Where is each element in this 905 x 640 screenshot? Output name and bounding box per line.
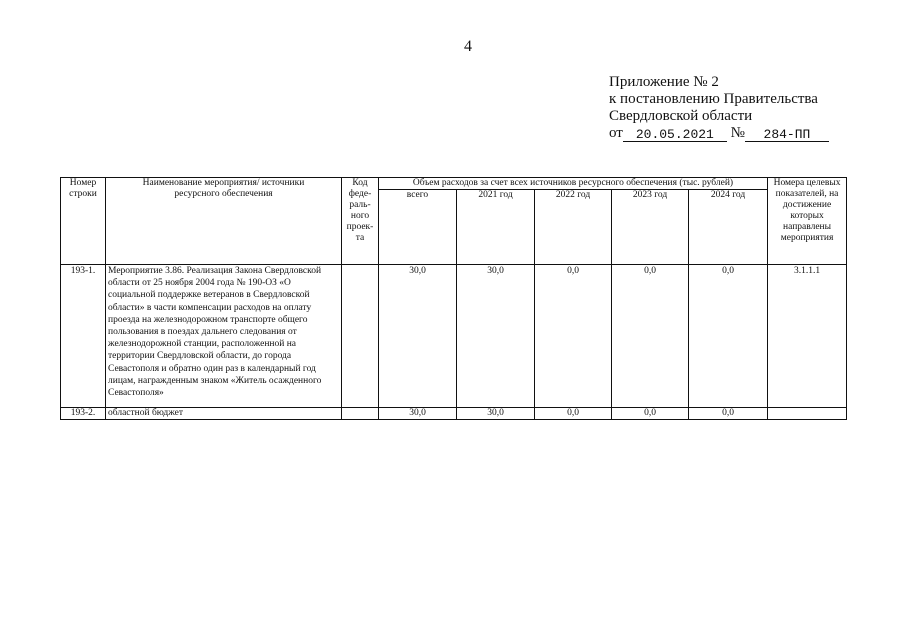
row-number: 193-1. — [61, 265, 106, 408]
appendix-title: Приложение № 2 — [609, 74, 719, 90]
row-2021: 30,0 — [457, 408, 535, 420]
header-federal-project-code: Код феде-раль-ного проек-та — [342, 178, 379, 265]
resolution-number: 284-ПП — [745, 126, 829, 142]
row-2022: 0,0 — [535, 265, 612, 408]
row-2024: 0,0 — [689, 265, 768, 408]
page-number: 4 — [464, 38, 472, 55]
row-code — [342, 265, 379, 408]
header-indicators: Номера целевых показателей, на достижение которых направлены мероприятия — [768, 178, 847, 265]
header-2021: 2021 год — [457, 190, 535, 265]
row-indicators — [768, 408, 847, 420]
row-total: 30,0 — [379, 265, 457, 408]
row-2023: 0,0 — [612, 408, 689, 420]
table-row — [61, 408, 847, 420]
row-name: областной бюджет — [106, 408, 342, 420]
row-2024: 0,0 — [689, 408, 768, 420]
resolution-date: 20.05.2021 — [623, 126, 727, 142]
header-2023: 2023 год — [612, 190, 689, 265]
row-2023: 0,0 — [612, 265, 689, 408]
header-2022: 2022 год — [535, 190, 612, 265]
appendix-line-region: Свердловской области — [609, 108, 753, 124]
row-2021: 30,0 — [457, 265, 535, 408]
table-header-row — [61, 178, 847, 190]
row-total: 30,0 — [379, 408, 457, 420]
appendix-header — [609, 74, 829, 142]
header-volume-group: Объем расходов за счет всех источников ресурсного обеспечения (тыс. рублей) — [379, 178, 768, 190]
appendix-date-line — [609, 125, 829, 142]
from-label: от — [609, 125, 623, 141]
header-total: всего — [379, 190, 457, 265]
row-indicators: 3.1.1.1 — [768, 265, 847, 408]
header-name: Наименование мероприятия/ источники ресурсного обеспечения — [106, 178, 342, 265]
appendix-line-resolution: к постановлению Правительства — [609, 91, 818, 107]
row-code — [342, 408, 379, 420]
row-number: 193-2. — [61, 408, 106, 420]
table-row — [61, 265, 847, 408]
header-row-number: Номер строки — [61, 178, 106, 265]
expenditure-table — [60, 177, 847, 420]
row-name: Мероприятие 3.86. Реализация Закона Свердловской области от 25 ноября 2004 года № 190-ОЗ «О социальной поддержке ветеранов в Свердловской области» в части компенсации расходов на оплату проезда на железнодорожном транспорте общего пользования в поездах дальнего следования от железнодорожной станции, расположенной на территории Свердловской области, до города Севастополя и обратно один раз в календарный год лицам, награжденным знаком «Житель осажденного Севастополя» — [106, 265, 342, 408]
row-2022: 0,0 — [535, 408, 612, 420]
number-label: № — [730, 125, 745, 141]
header-2024: 2024 год — [689, 190, 768, 265]
